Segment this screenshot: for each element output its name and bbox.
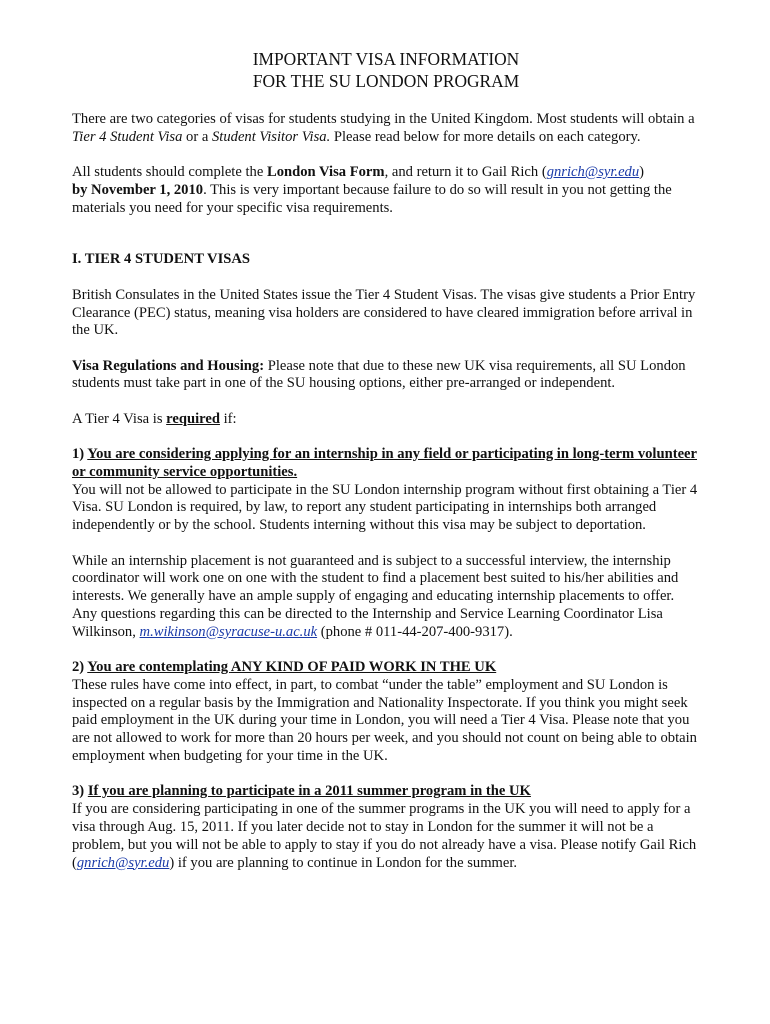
student-visitor-visa-term: Student Visitor Visa.	[212, 128, 331, 145]
item-3-heading: If you are planning to participate in a 2011 summer program in the UK	[87, 783, 531, 800]
intro-text: There are two categories of visas for students studying in the United Kingdom. Most students will obtain a	[72, 111, 695, 127]
required-intro	[72, 411, 700, 429]
item-2-heading-text: You are contemplating	[87, 659, 231, 676]
intro-text: All students should complete the	[72, 164, 267, 181]
intro-text: , and return it to Gail Rich (	[384, 164, 547, 181]
london-visa-form-term: London Visa Form	[266, 164, 385, 181]
intro-paragraph-2	[72, 164, 700, 217]
housing-text: Please note that due to these new UK visa requirements, all SU London students must take part in one of the SU housing options, either pre-arranged or independent.	[72, 357, 686, 392]
intro-text: . This is very important because failure to do so will result in you not getting the materials you need for your specific visa requirements.	[72, 181, 672, 216]
gail-rich-email-link[interactable]: gnrich@syr.edu	[546, 164, 640, 181]
title-line-1: IMPORTANT VISA INFORMATION	[252, 49, 520, 69]
internship-text: While an internship placement is not guaranteed and is subject to a successful interview, the internship coordinator will work one on one with the student to find a placement best suited to his/her abilities and interests. We generally have an ample supply of engaging and educating internship placements to offer. Any questions regarding this can be directed to the Internship and Service Learning Coordinator Lisa Wilkinson,	[72, 552, 679, 640]
item-1-number: 1)	[72, 446, 88, 463]
required-text: if:	[219, 410, 237, 427]
item-2-heading-emphasis: ANY KIND OF PAID WORK IN THE UK	[230, 659, 497, 676]
document-title	[72, 48, 700, 92]
required-word: required	[166, 410, 220, 427]
intro-paragraph-1	[72, 111, 700, 147]
item-3-text: If you are considering participating in one of the summer programs in the UK you will need to apply for a visa through Aug. 15, 2011. If you later decide not to stay in London for the summer it will not be a problem, but you will not be able to apply to stay if you do not already have a visa. Please notify Gail Rich (	[72, 801, 697, 871]
tier4-visa-term: Tier 4 Student Visa	[72, 128, 183, 145]
item-1-heading: You are considering applying for an internship in any field or participating in long-term volunteer or community service opportunities.	[72, 446, 698, 480]
document-page	[72, 48, 700, 890]
housing-label: Visa Regulations and Housing:	[72, 357, 265, 374]
item-3-text: ) if you are planning to continue in London for the summer.	[169, 854, 518, 871]
intro-text: )	[639, 164, 645, 181]
intro-text: Please read below for more details on each category.	[330, 128, 641, 145]
item-1-text: You will not be allowed to participate in the SU London internship program without first obtaining a Tier 4 Visa. SU London is required, by law, to report any student participating in internships both arranged independently or by the school. Students interning without this visa may be subject to deportation.	[72, 481, 698, 534]
item-2-number: 2)	[72, 659, 88, 676]
item-2-text: These rules have come into effect, in part, to combat “under the table” employment and SU London is inspected on a regular basis by the Immigration and Nationality Inspectorate. If you think you might seek paid employment in the UK during your time in London, you will need a Tier 4 Visa. Please note that you are not allowed to work for more than 20 hours per week, and you should not count on being able to obtain employment when budgeting for your time in the UK.	[72, 676, 697, 765]
item-3-number: 3)	[72, 783, 88, 800]
gail-rich-email-link-2[interactable]: gnrich@syr.edu	[76, 854, 170, 871]
housing-paragraph	[72, 358, 700, 394]
title-line-2: FOR THE SU LONDON PROGRAM	[252, 71, 520, 91]
item-3	[72, 783, 700, 872]
item-2-heading	[87, 659, 496, 675]
internship-text: (phone # 011-44-207-400-9317).	[317, 623, 513, 640]
section-heading-tier4: I. TIER 4 STUDENT VISAS	[72, 251, 251, 268]
item-1-internship-paragraph	[72, 553, 700, 642]
item-2	[72, 659, 700, 766]
item-1	[72, 446, 700, 535]
deadline-date: by November 1, 2010	[72, 181, 204, 198]
intro-text: or a	[182, 128, 212, 145]
lisa-wilkinson-email-link[interactable]: m.wikinson@syracuse-u.ac.uk	[139, 623, 318, 640]
required-text: A Tier 4 Visa is	[72, 410, 167, 427]
tier4-description: British Consulates in the United States issue the Tier 4 Student Visas. The visas give students a Prior Entry Clearance (PEC) status, meaning visa holders are considered to have cleared immigration before arrival in the UK.	[72, 286, 696, 339]
